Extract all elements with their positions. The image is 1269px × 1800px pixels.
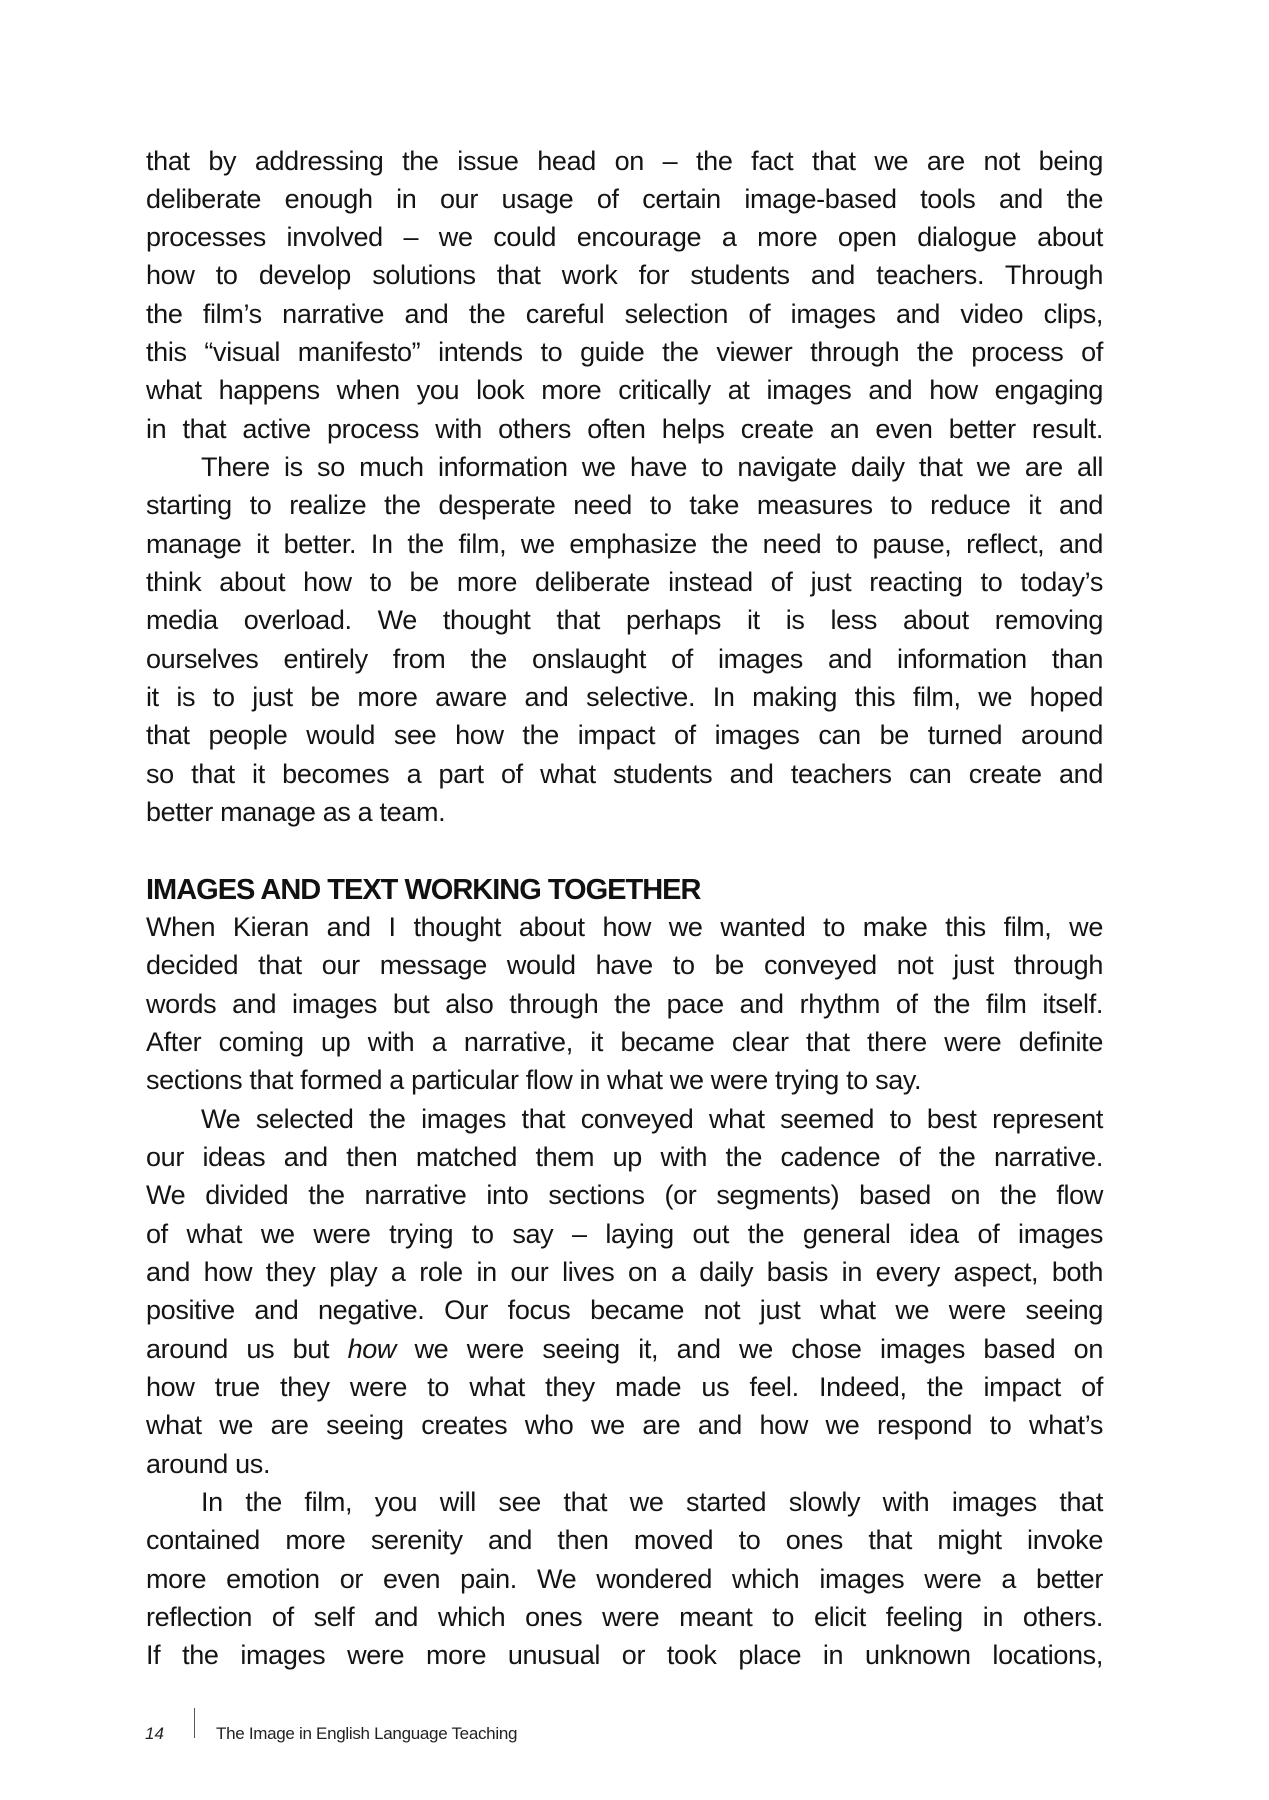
body-text-line: sections that formed a particular flow in what we were trying to say.: [146, 1065, 922, 1095]
section-heading: IMAGES AND TEXT WORKING TOGETHER: [146, 874, 701, 906]
body-text-line: and how they play a role in our lives on a daily basis in every aspect, both: [146, 1257, 1103, 1287]
body-text-line: words and images but also through the pace and rhythm of the film itself.: [146, 989, 1103, 1019]
text-run: we were seeing it, and we chose images based on: [396, 1334, 1104, 1364]
body-text-line: that people would see how the impact of images can be turned around: [146, 720, 1103, 750]
body-text-line: how true they were to what they made us feel. Indeed, the impact of: [146, 1372, 1103, 1402]
body-text-line: When Kieran and I thought about how we wanted to make this film, we: [146, 912, 1103, 942]
body-text-line: what we are seeing creates who we are and how we respond to what’s: [146, 1410, 1103, 1440]
body-text-line: what happens when you look more critically at images and how engaging: [146, 375, 1103, 405]
text-run: around us but: [146, 1334, 348, 1364]
body-text-line: reflection of self and which ones were meant to elicit feeling in others.: [146, 1602, 1103, 1632]
footer-divider: [194, 1708, 195, 1738]
body-text-line: around us.: [146, 1449, 271, 1479]
body-text-line: deliberate enough in our usage of certain image-based tools and the: [146, 184, 1103, 214]
body-text-line: If the images were more unusual or took place in unknown locations,: [146, 1640, 1103, 1670]
body-text-line: In the film, you will see that we started slowly with images that: [201, 1487, 1103, 1517]
body-text-line: We selected the images that conveyed what seemed to best represent: [201, 1104, 1103, 1134]
body-text-line: think about how to be more deliberate instead of just reacting to today’s: [146, 567, 1103, 597]
body-text-line: positive and negative. Our focus became not just what we were seeing: [146, 1295, 1103, 1325]
body-text-line: There is so much information we have to navigate daily that we are all: [201, 452, 1103, 482]
body-text-line: so that it becomes a part of what students and teachers can create and: [146, 759, 1103, 789]
body-text-line: our ideas and then matched them up with the cadence of the narrative.: [146, 1142, 1103, 1172]
body-text-line: that by addressing the issue head on – the fact that we are not being: [146, 146, 1103, 176]
body-text-line: manage it better. In the film, we emphasize the need to pause, reflect, and: [146, 529, 1103, 559]
body-text-line: media overload. We thought that perhaps it is less about removing: [146, 605, 1103, 635]
body-text-line: better manage as a team.: [146, 797, 446, 827]
body-text-line: in that active process with others often helps create an even better result.: [146, 414, 1103, 444]
body-text-line: decided that our message would have to be conveyed not just through: [146, 950, 1103, 980]
body-text-line: it is to just be more aware and selective. In making this film, we hoped: [146, 682, 1103, 712]
body-text-line: processes involved – we could encourage a more open dialogue about: [146, 222, 1103, 252]
body-text-line: starting to realize the desperate need to take measures to reduce it and: [146, 490, 1103, 520]
page-number: 14: [145, 1724, 164, 1743]
body-text-line-with-italic: [146, 1330, 1103, 1368]
body-text-line: ourselves entirely from the onslaught of images and information than: [146, 644, 1103, 674]
running-footer-title: The Image in English Language Teaching: [216, 1724, 518, 1743]
body-text-line: the film’s narrative and the careful selection of images and video clips,: [146, 299, 1103, 329]
body-text-line: contained more serenity and then moved to ones that might invoke: [146, 1525, 1103, 1555]
body-text-line: this “visual manifesto” intends to guide the viewer through the process of: [146, 337, 1103, 367]
body-text-line: We divided the narrative into sections (or segments) based on the flow: [146, 1180, 1103, 1210]
body-text-line: of what we were trying to say – laying out the general idea of images: [146, 1219, 1103, 1249]
body-text-line: After coming up with a narrative, it became clear that there were definite: [146, 1027, 1103, 1057]
body-text-line: how to develop solutions that work for students and teachers. Through: [146, 260, 1103, 290]
italic-emphasis: how: [347, 1334, 397, 1364]
body-text-line: more emotion or even pain. We wondered which images were a better: [146, 1564, 1103, 1594]
